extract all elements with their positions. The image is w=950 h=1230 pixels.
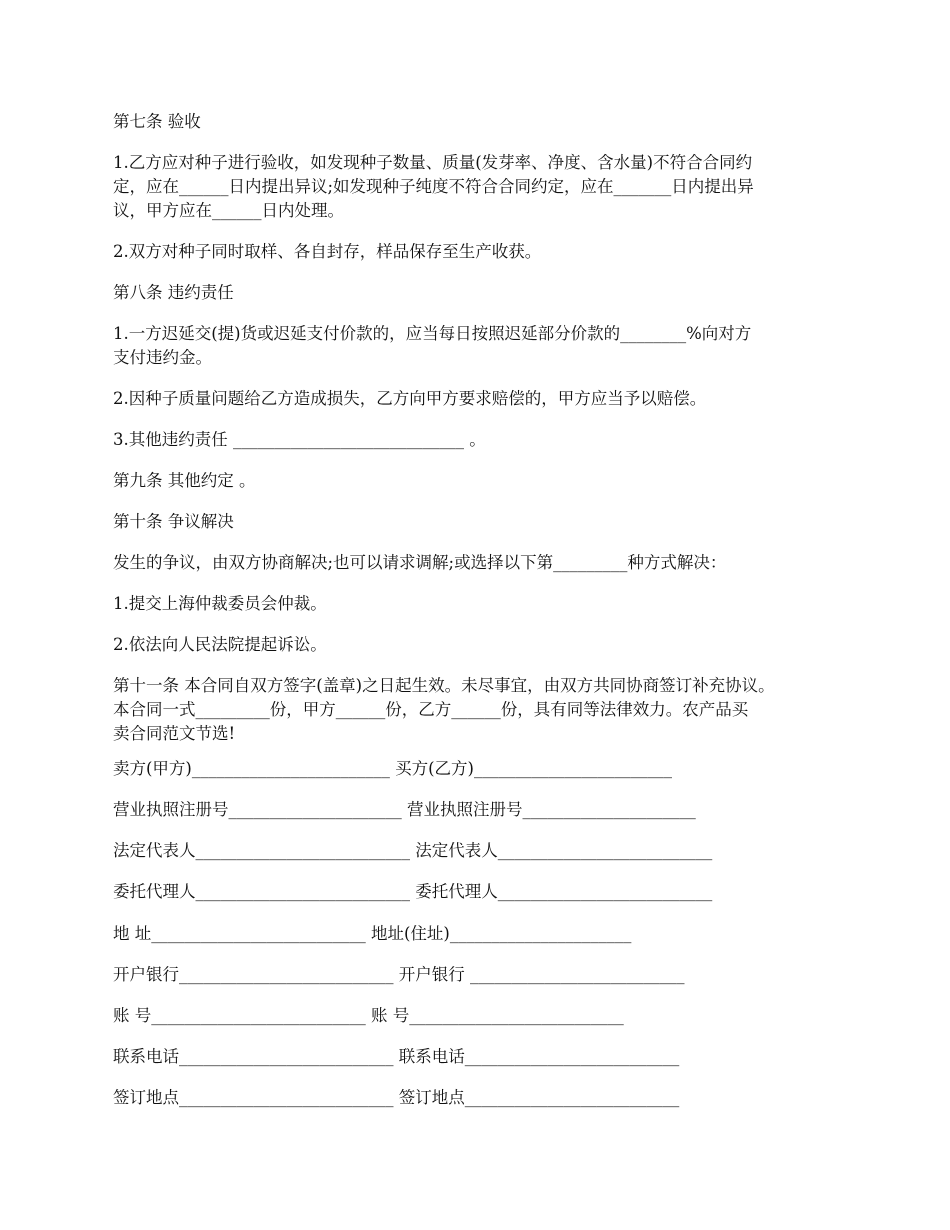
- clause-7-2: 2.双方对种子同时取样、各自封存，样品保存至生产收获。: [113, 242, 542, 261]
- clause-8-3: 3.其他违约责任 ____________________________ 。: [113, 430, 486, 449]
- clause-10-intro: 发生的争议，由双方协商解决;也可以请求调解;或选择以下第_________种方式解决：: [113, 553, 727, 572]
- signature-line-place: 签订地点__________________________ 签订地点__________________________: [113, 1088, 680, 1107]
- clause-10-1: 1.提交上海仲裁委员会仲裁。: [113, 594, 327, 613]
- section-heading-7: 第七条 验收: [113, 112, 201, 131]
- section-heading-8: 第八条 违约责任: [113, 283, 234, 302]
- signature-line-license: 营业执照注册号_____________________ 营业执照注册号_____________________: [113, 800, 696, 819]
- section-11: 第十一条 本合同自双方签字(盖章)之日起生效。未尽事宜，由双方共同协商签订补充协议。 本合同一式_________份，甲方______份，乙方______份，具有同等法律效力。农产品买 卖合同范文节选!: [113, 676, 775, 743]
- signature-line-phone: 联系电话__________________________ 联系电话__________________________: [113, 1047, 680, 1066]
- signature-line-party: 卖方(甲方)________________________ 买方(乙方)________________________: [113, 759, 672, 778]
- signature-line-bank: 开户银行__________________________ 开户银行 __________________________: [113, 965, 685, 984]
- document-page: [113, 110, 858, 763]
- clause-8-1: 1.一方迟延交(提)货或迟延支付价款的，应当每日按照迟延部分价款的________%向对方 支付违约金。: [113, 324, 752, 367]
- signature-line-account: 账 号__________________________ 账 号__________________________: [113, 1006, 624, 1025]
- signature-line-legal-rep: 法定代表人__________________________ 法定代表人__________________________: [113, 841, 713, 860]
- clause-8-2: 2.因种子质量问题给乙方造成损失，乙方向甲方要求赔偿的，甲方应当予以赔偿。: [113, 389, 707, 408]
- signature-line-agent: 委托代理人__________________________ 委托代理人__________________________: [113, 882, 713, 901]
- section-heading-9: 第九条 其他约定 。: [113, 471, 256, 490]
- clause-7-1: 1.乙方应对种子进行验收，如发现种子数量、质量(发芽率、净度、含水量)不符合合同约 定，应在______日内提出异议;如发现种子纯度不符合合同约定，应在_______日内提出异 议，甲方应在______日内处理。: [113, 153, 754, 220]
- signature-line-address: 地 址__________________________ 地址(住址)______________________: [113, 924, 632, 943]
- clause-10-2: 2.依法向人民法院提起诉讼。: [113, 635, 327, 654]
- section-heading-10: 第十条 争议解决: [113, 512, 234, 531]
